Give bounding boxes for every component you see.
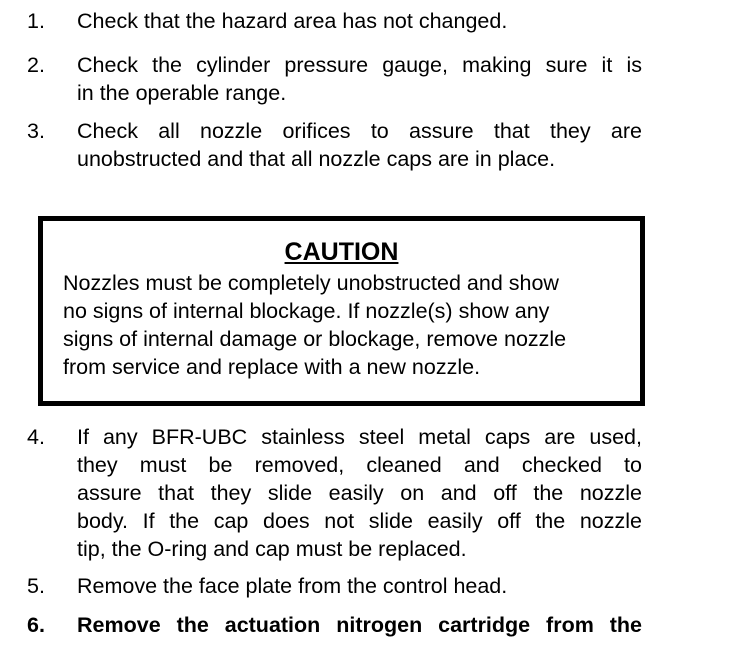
step-text [77,572,642,600]
caution-box [38,216,645,406]
step-number: 5. [27,574,45,598]
step-text [77,611,642,639]
step-line: in the operable range. [77,81,287,105]
step-number: 4. [27,425,45,449]
step-line: they must be removed, cleaned and checked to [77,453,642,477]
step-line: unobstructed and that all nozzle caps are in place. [77,147,556,171]
caution-line: from service and replace with a new nozzle. [63,355,481,379]
caution-line: no signs of internal blockage. If nozzle(s) show any [63,299,550,323]
step-line: tip, the O-ring and cap must be replaced. [77,537,467,561]
step-text [77,51,642,107]
step-number: 3. [27,119,45,143]
step-line: assure that they slide easily on and off the nozzle [77,481,642,505]
step-number: 2. [27,53,45,77]
step-line: body. If the cap does not slide easily off the nozzle [77,509,642,533]
step-line: Check that the hazard area has not changed. [77,9,508,33]
step-text [77,423,642,563]
caution-title: CAUTION [284,238,399,266]
caution-body [63,269,623,381]
step-number: 6. [27,613,45,637]
step-text [77,7,642,35]
step-line: Check the cylinder pressure gauge, making sure it is [77,53,642,77]
step-text [77,117,642,173]
step-line: Remove the actuation nitrogen cartridge from the [77,613,642,637]
caution-line: Nozzles must be completely unobstructed and show [63,271,559,295]
step-line: If any BFR-UBC stainless steel metal caps are used, [77,425,642,449]
step-line: Check all nozzle orifices to assure that they are [77,119,642,143]
step-line: Remove the face plate from the control head. [77,574,508,598]
step-number: 1. [27,9,45,33]
caution-line: signs of internal damage or blockage, remove nozzle [63,327,567,351]
